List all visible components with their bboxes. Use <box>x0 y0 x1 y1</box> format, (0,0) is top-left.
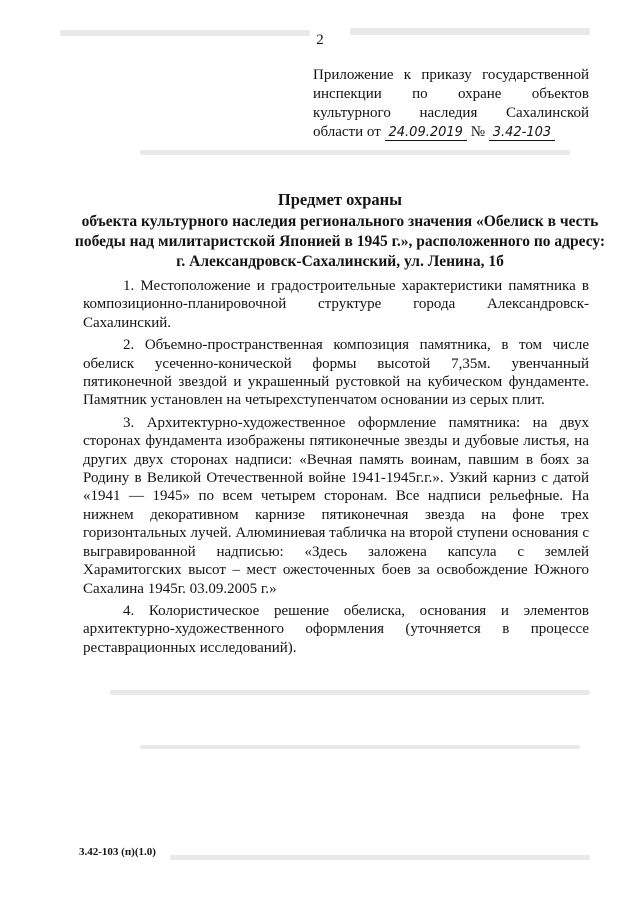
list-item: 1. Местоположение и градостроительные характеристики памятника в композиционно-планировочной структуре города Александровск-Сахалинский. <box>83 278 589 331</box>
list-item: 2. Объемно-пространственная композиция памятника, в том числе обелиск усеченно-конической формы высотой 7,35м. увенчанный пятиконечной звездой и украшенный рустовкой на кубическом фундаменте. Памятник установлен на четырехступенчатом основании из серых плит. <box>83 337 589 409</box>
document-body <box>83 277 589 661</box>
handwritten-number: 3.42-103 <box>489 125 555 141</box>
document-code: 3.42-103 (п)(1.0) <box>79 846 156 858</box>
scan-artifact <box>140 150 570 155</box>
page-number: 2 <box>316 32 324 48</box>
appendix-number-prefix: № <box>470 124 485 140</box>
list-item: 3. Архитектурно-художественное оформление памятника: на двух сторонах фундамента изображены пятиконечные звезды и дубовые листья, на других двух сторонах надписи: «Вечная память воинам, павшим в боях за Родину в Великой Отечественной войне 1941-1945г.г.». Узкий карниз с датой «1941 — 1945» по всем четырем сторонам. Все надписи рельефные. На нижнем декоративном карнизе пятиконечная звезда на фоне трех горизонтальных лучей. Алюминиевая табличка на второй ступени основания с выгравированной надписью: «Здесь заложена капсула с землей Харамитогских высот – мест ожесточенных боев за освобождение Южного Сахалина 1945г. 03.09.2005 г.» <box>83 414 589 597</box>
document-heading <box>70 190 610 272</box>
appendix-line: инспекции по охране объектов <box>313 86 589 102</box>
document-title: Предмет охраны <box>277 190 403 209</box>
appendix-note <box>313 66 589 142</box>
handwritten-date: 24.09.2019 <box>385 125 467 141</box>
scan-artifact <box>110 690 590 695</box>
scan-artifact <box>140 745 580 749</box>
appendix-line-date <box>313 123 589 142</box>
scan-artifact <box>170 855 590 860</box>
document-subtitle: объекта культурного наследия регионального значения «Обелиск в честь победы над милитаристской Японией в 1945 г.», расположенного по адресу: г. Александровск-Сахалинский, ул. Ленина, 1б <box>74 213 606 270</box>
appendix-line: культурного наследия Сахалинской <box>313 105 589 121</box>
appendix-date-prefix: области от <box>313 124 381 140</box>
appendix-line: Приложение к приказу государственной <box>313 67 589 83</box>
list-item: 4. Колористическое решение обелиска, основания и элементов архитектурно-художественного оформления (уточняется в процессе реставрационных исследований). <box>83 602 589 656</box>
